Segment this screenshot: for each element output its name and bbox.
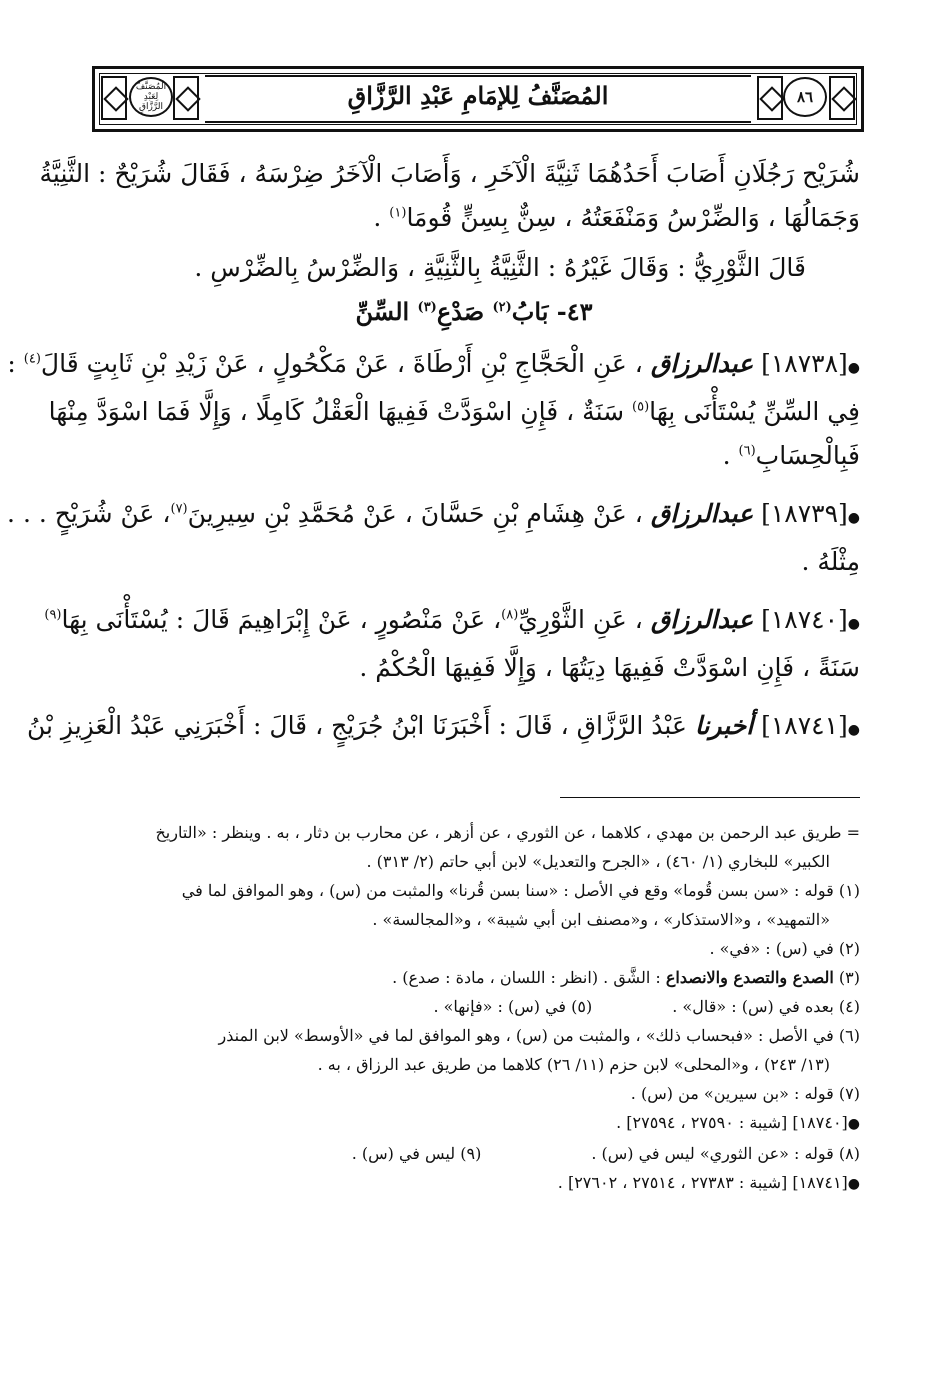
- footnote-continued: الكبير» للبخاري (١/ ٤٦٠) ، «الجرح والتعديل» لابن أبي حاتم (٢/ ٣١٣) .: [366, 852, 830, 871]
- footnote-1: «التمهيد» ، و«الاستذكار» ، و«مصنف ابن أبي شيبة» ، و«المجالسة» .: [372, 910, 830, 929]
- bullet-icon: ●: [847, 722, 860, 738]
- footnote-ref[interactable]: (٣): [417, 300, 437, 315]
- footnote-8-9: [88, 1139, 860, 1168]
- footnote-5: (٥) في (س) : «فإنها» .: [433, 997, 593, 1016]
- hadith-18739: ●[١٨٧٣٩] عبدالرزاق ، عَنْ هِشَامِ بْنِ حَسَّانَ ، عَنْ مُحَمَّدِ بْنِ سِيرِينَ$^{(٧)}$، عَنْ شُرَيْحٍ . . .: [7, 499, 860, 528]
- footnote-2: (٢) في (س) : «في» .: [709, 939, 860, 958]
- ornament-icon: [829, 76, 855, 120]
- footnote-1: (١) قوله : «سن بسن قُوما» وقع في الأصل : «سنا بسن قُرنا» والمثبت من (س) ، وهو الموافق لما في: [181, 881, 860, 900]
- footnote-ref[interactable]: (٨): [501, 607, 519, 623]
- text-line: شُرَيْح رَجُلَانِ أَصَابَ أَحَدُهُمَا ثَنِيَّةَ الْآخَرِ ، وَأَصَابَ الْآخَرُ ضِرْسَهُ ، فَقَالَ شُرَيْحٌ : الثَّنِيَّةُ: [39, 159, 860, 188]
- text-line: وَجَمَالُهَا ، وَالضِّرْسُ وَمَنْفَعَتُهُ ، سِنٌّ بِسِنٍّ قُومَا$^{(١)}$ .: [373, 203, 860, 232]
- book-emblem: المُصَنَّفُ لِعَبْدِ الرَّزَّاقِ: [129, 77, 173, 117]
- footnote-ref[interactable]: (٦): [738, 443, 756, 459]
- footnote-ref[interactable]: (٢): [492, 300, 512, 315]
- hadith-18738: ●[١٨٧٣٨] عبدالرزاق ، عَنِ الْحَجَّاجِ بْنِ أَرْطَاةَ ، عَنْ مَكْحُولٍ ، عَنْ زَيْدِ بْنِ ثَابِتٍ قَالَ$^{(٤)}$ :: [7, 349, 860, 378]
- bullet-icon: ●: [847, 510, 860, 526]
- narrator-name: عبدالرزاق: [650, 349, 754, 378]
- bullet-icon: ●: [847, 616, 860, 632]
- footnote-8: (٨) قوله : «عن الثوري» ليس في (س) .: [591, 1144, 860, 1163]
- ornament-icon: [173, 76, 199, 120]
- footnote-4-5: [88, 992, 860, 1021]
- bullet-icon: ●: [847, 1116, 860, 1132]
- reference-18740: ●[١٨٧٤٠] [شيبة : ٢٧٥٩٠ ، ٢٧٥٩٤] .: [616, 1113, 860, 1132]
- ornament-icon: [757, 76, 783, 120]
- footnote-ref[interactable]: (٩): [44, 607, 62, 623]
- bullet-icon: ●: [847, 1176, 860, 1192]
- hadith-18741: ●[١٨٧٤١] أخبرنا عَبْدُ الرَّزَّاقِ ، قَالَ : أَخْبَرَنَا ابْنُ جُرَيْجٍ ، قَالَ : أَخْبَرَنِي عَبْدُ الْعَزِيزِ بْنُ: [26, 711, 860, 740]
- page-header: [92, 66, 864, 132]
- footnote-4: (٤) بعده في (س) : «قال» .: [672, 997, 860, 1016]
- narrator-name: أخبرنا: [694, 711, 754, 740]
- footnote-ref[interactable]: (٥): [632, 399, 650, 415]
- page-number: ٨٦: [783, 77, 827, 117]
- footnote-continued: = طريق عبد الرحمن بن مهدي ، كلاهما ، عن الثوري ، عن أزهر ، عن محارب بن دثار ، به . وينظر : «التاريخ: [155, 823, 860, 842]
- footnote-ref[interactable]: (١): [389, 205, 407, 221]
- bullet-icon: ●: [847, 360, 860, 376]
- footnote-6: (١٣/ ٢٤٣) ، و«المحلى» لابن حزم (١١/ ٢٦) كلاهما من طريق عبد الرزاق ، به .: [317, 1055, 830, 1074]
- footnote-6: (٦) في الأصل : «فبحساب ذلك» ، والمثبت من (س) ، وهو الموافق لما في «الأوسط» لابن المنذر: [218, 1026, 860, 1045]
- narrator-name: عبدالرزاق: [650, 605, 754, 634]
- main-text: [7, 152, 860, 752]
- footnote-3: (٣) الصدع والتصدع والانصداع : الشَّق . (انظر : اللسان ، مادة : صدع) .: [392, 968, 860, 987]
- ornament-icon: [101, 76, 127, 120]
- footnote-ref[interactable]: (٤): [23, 351, 41, 367]
- footnote-ref[interactable]: (٧): [170, 501, 188, 517]
- footnote-7: (٧) قوله : «بن سيرين» من (س) .: [630, 1084, 860, 1103]
- hadith-18740: ●[١٨٧٤٠] عبدالرزاق ، عَنِ الثَّوْرِيِّ$^{(٨)}$، عَنْ مَنْصُورٍ ، عَنْ إِبْرَاهِيمَ قَالَ : يُسْتَأْنَى بِهَا$^{(٩)}$: [44, 605, 860, 634]
- chapter-heading: ٤٣- بَابُ$^{(٢)}$ صَدْعِ$^{(٣)}$ السِّنِّ: [355, 297, 593, 326]
- footnote-separator: [560, 797, 860, 798]
- running-title: المُصَنَّفُ لِلإمَامِ عَبْدِ الرَّزَّاقِ: [347, 81, 609, 110]
- reference-18741: ●[١٨٧٤١] [شيبة : ٢٧٣٨٣ ، ٢٧٥١٤ ، ٢٧٦٠٢] .: [557, 1173, 860, 1192]
- text-line: فِي السِّنِّ يُسْتَأْنَى بِهَا$^{(٥)}$ سَنَةٌ ، فَإِنِ اسْوَدَّتْ فَفِيهَا الْعَقْلُ كَامِلًا ، وَإِلَّا فَمَا اسْوَدَّ مِنْهَا: [48, 397, 860, 426]
- footnotes: [88, 818, 860, 1199]
- text-line: سَنَةً ، فَإِنِ اسْوَدَّتْ فَفِيهَا دِيَتُهَا ، وَإِلَّا فَفِيهَا الْحُكْمُ .: [359, 653, 860, 682]
- footnote-9: (٩) ليس في (س) .: [351, 1144, 482, 1163]
- text-line: مِثْلَهُ .: [801, 547, 860, 576]
- text-line: فَبِالْحِسَابِ$^{(٦)}$ .: [722, 441, 860, 470]
- text-line: قَالَ الثَّوْرِيُّ : وَقَالَ غَيْرُهُ : الثَّنِيَّةُ بِالثَّنِيَّةِ ، وَالضِّرْسُ بِالضِّرْسِ .: [194, 253, 806, 282]
- narrator-name: عبدالرزاق: [650, 499, 754, 528]
